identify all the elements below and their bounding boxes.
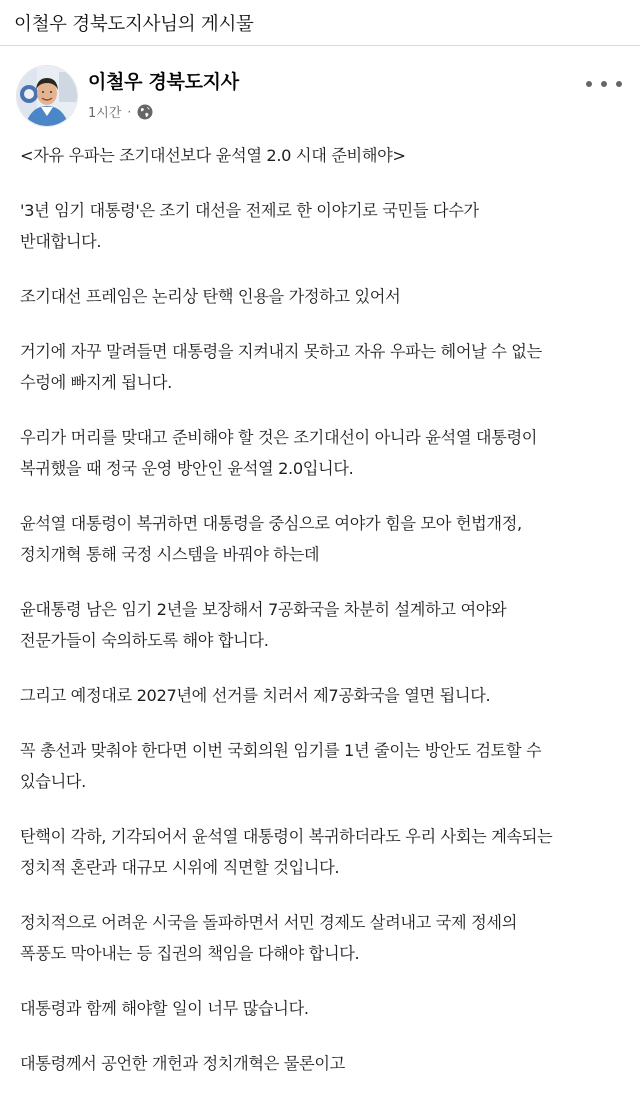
post-time[interactable]: 1시간 xyxy=(88,106,122,121)
post-paragraph xyxy=(20,821,620,883)
post-paragraph xyxy=(20,680,620,711)
separator-dot: · xyxy=(127,104,132,119)
paragraph-line: 정치적 혼란과 대규모 시위에 직면할 것입니다. xyxy=(20,858,340,877)
paragraph-line: 윤석열 대통령이 복귀하면 대통령을 중심으로 여야가 힘을 모아 헌법개정, xyxy=(20,514,522,533)
avatar[interactable] xyxy=(16,65,78,127)
paragraph-line: 복귀했을 때 정국 운영 방안인 윤석열 2.0입니다. xyxy=(20,459,354,478)
paragraph-line: 대통령께서 공언한 개헌과 정치개혁은 물론이고 xyxy=(20,1054,345,1073)
more-dot-2 xyxy=(601,81,607,87)
post-subinfo xyxy=(88,102,239,121)
paragraph-line: 그리고 예정대로 2027년에 선거를 치러서 제7공화국을 열면 됩니다. xyxy=(20,686,491,705)
post-paragraph xyxy=(20,907,620,969)
paragraph-line: 있습니다. xyxy=(20,772,86,791)
top-bar xyxy=(0,0,640,46)
paragraph-line: 대통령과 함께 해야할 일이 너무 많습니다. xyxy=(20,999,309,1018)
paragraph-line: 정치개혁 통해 국정 시스템을 바꿔야 하는데 xyxy=(20,545,320,564)
paragraph-line: <자유 우파는 조기대선보다 윤석열 2.0 시대 준비해야> xyxy=(20,146,406,165)
post-paragraph xyxy=(20,140,620,171)
paragraph-line: 우리가 머리를 맞대고 준비해야 할 것은 조기대선이 아니라 윤석열 대통령이 xyxy=(20,428,538,447)
post-paragraph xyxy=(20,422,620,484)
post-paragraph xyxy=(20,336,620,398)
more-options-icon[interactable] xyxy=(586,74,622,94)
post-paragraph xyxy=(20,1048,620,1079)
more-dot-1 xyxy=(586,81,592,87)
post-paragraph xyxy=(20,281,620,312)
paragraph-line: 정치적으로 어려운 시국을 돌파하면서 서민 경제도 살려내고 국제 정세의 xyxy=(20,913,517,932)
paragraph-line: 수렁에 빠지게 됩니다. xyxy=(20,373,172,392)
post-card xyxy=(0,46,640,1079)
paragraph-line: 폭풍도 막아내는 등 집권의 책임을 다해야 합니다. xyxy=(20,944,360,963)
paragraph-line: 탄핵이 각하, 기각되어서 윤석열 대통령이 복귀하더라도 우리 사회는 계속되는 xyxy=(20,827,553,846)
page-title: 이철우 경북도지사님의 게시물 xyxy=(14,13,254,35)
paragraph-line: 거기에 자꾸 말려들면 대통령을 지켜내지 못하고 자유 우파는 헤어날 수 없는 xyxy=(20,342,542,361)
avatar-image xyxy=(17,66,77,126)
more-dot-3 xyxy=(616,81,622,87)
author-name[interactable]: 이철우 경북도지사 xyxy=(88,71,239,93)
post-paragraph xyxy=(20,508,620,570)
paragraph-line: 꼭 총선과 맞춰야 한다면 이번 국회의원 임기를 1년 줄이는 방안도 검토할 수 xyxy=(20,741,542,760)
post-paragraph xyxy=(20,993,620,1024)
post-meta xyxy=(88,67,239,121)
globe-icon xyxy=(137,104,153,120)
post-paragraph xyxy=(20,735,620,797)
paragraph-line: 조기대선 프레임은 논리상 탄핵 인용을 가정하고 있어서 xyxy=(20,287,401,306)
post-body xyxy=(20,140,620,1079)
post-paragraph xyxy=(20,594,620,656)
paragraph-line: 윤대통령 남은 임기 2년을 보장해서 7공화국을 차분히 설계하고 여야와 xyxy=(20,600,507,619)
paragraph-line: 전문가들이 숙의하도록 해야 합니다. xyxy=(20,631,269,650)
post-header xyxy=(20,46,620,138)
post-paragraph xyxy=(20,195,620,257)
paragraph-line: 반대합니다. xyxy=(20,232,102,251)
paragraph-line: '3년 임기 대통령'은 조기 대선을 전제로 한 이야기로 국민들 다수가 xyxy=(20,201,479,220)
